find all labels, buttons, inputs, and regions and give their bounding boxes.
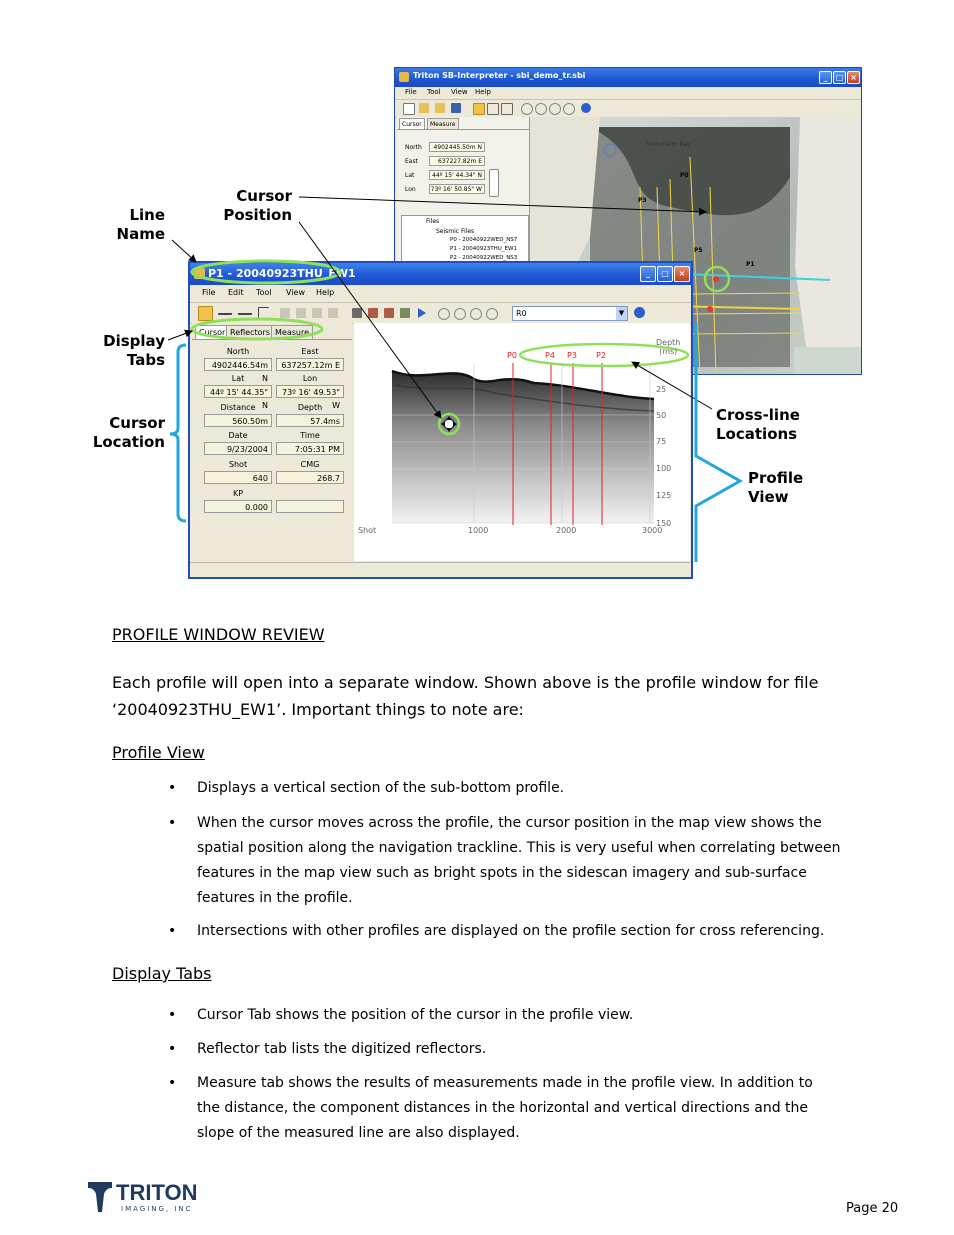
maximize-icon[interactable]: □	[657, 266, 673, 282]
close-icon[interactable]: ×	[847, 71, 860, 84]
kp-label: KP	[232, 489, 244, 498]
callout-line-name: Line Name	[116, 206, 165, 243]
kp-field: 0.000	[204, 500, 272, 513]
trident-icon	[86, 1180, 114, 1214]
map-window-title: Triton SB-Interpreter - sbi_demo_tr.sbi	[413, 71, 586, 80]
menu-file[interactable]: File	[405, 88, 417, 96]
tab-measure[interactable]: Measure	[427, 118, 459, 130]
lon-label: Lon	[405, 186, 416, 193]
shot-label: Shot	[228, 460, 248, 469]
tab-cursor[interactable]: Cursor	[399, 118, 425, 130]
minimize-icon[interactable]: _	[819, 71, 832, 84]
date-field: 9/23/2004	[204, 442, 272, 455]
logo-sub: IMAGING, INC	[121, 1205, 193, 1213]
lat-field: 44º 15' 44.35" N	[204, 385, 272, 398]
map-label-p1: P1	[746, 261, 755, 268]
lon-field: 73º 16' 50.85" W	[429, 184, 485, 194]
logo-word: TRITON	[116, 1180, 198, 1205]
menu-help[interactable]: Help	[475, 88, 491, 96]
depth-tick-150: 150	[656, 519, 672, 528]
lon-field: 73º 16' 49.53" W	[276, 385, 344, 398]
section-heading: PROFILE WINDOW REVIEW	[112, 625, 325, 644]
east-field: 637257.12m E	[276, 358, 344, 371]
depth-axis-label: Depth (ms)	[656, 338, 681, 356]
shot-tick-3000: 3000	[642, 526, 663, 535]
east-label: East	[301, 347, 319, 356]
depth-tick-25: 25	[656, 385, 667, 394]
menu-tool[interactable]: Tool	[256, 288, 272, 297]
tree-p0[interactable]: P0 - 20040922WED_NS7	[450, 237, 518, 243]
callout-display-tabs: Display Tabs	[103, 332, 165, 369]
lon-label: Lon	[302, 374, 318, 383]
depth-tick-100: 100	[656, 464, 672, 473]
north-label: North	[405, 144, 422, 151]
depth-field: 57.4ms	[276, 414, 344, 427]
menu-help[interactable]: Help	[316, 288, 335, 297]
callout-cursor-position: Cursor Position	[223, 187, 292, 224]
intro-line-1: Each profile will open into a separate window. Shown above is the profile window for file	[112, 673, 819, 692]
depth-label: Depth	[297, 403, 323, 412]
crossline-p0: P0	[507, 351, 517, 360]
cmg-label: CMG	[300, 460, 320, 469]
shot-field: 640	[204, 471, 272, 484]
tab-measure[interactable]: Measure	[271, 325, 313, 339]
shot-tick-2000: 2000	[556, 526, 577, 535]
profile-window-title: P1 - 20040923THU_EW1	[208, 267, 356, 280]
depth-tick-75: 75	[656, 437, 667, 446]
cmg-field: 268.7	[276, 471, 344, 484]
maximize-icon[interactable]: □	[833, 71, 846, 84]
reflector-select-value: R0	[516, 309, 527, 318]
map-label-town: Town Farm Bay	[646, 141, 691, 148]
map-label-p3: P3	[638, 197, 647, 204]
menu-tool[interactable]: Tool	[427, 88, 441, 96]
callout-cursor-location: Cursor Location	[92, 414, 165, 451]
depth-tick-125: 125	[656, 491, 672, 500]
lat-field: 44º 15' 44.34" N	[429, 170, 485, 180]
tree-files[interactable]: Files	[426, 218, 440, 225]
tree-seismic[interactable]: Seismic Files	[436, 228, 475, 235]
triton-logo	[86, 1180, 206, 1216]
north-field: 4902445.50m N	[429, 142, 485, 152]
time-label: Time	[300, 431, 320, 440]
close-icon[interactable]: ×	[674, 266, 690, 282]
lat-label: Lat	[231, 374, 245, 383]
tab-reflectors[interactable]: Reflectors	[226, 325, 274, 339]
north-label: North	[226, 347, 250, 356]
callout-crossline-locations: Cross-line Locations	[716, 406, 800, 443]
distance-label: Distance	[220, 403, 256, 412]
shot-axis-label: Shot	[358, 526, 377, 535]
tree-p1[interactable]: P1 - 20040923THU_EW1	[450, 246, 517, 252]
line-name-highlight	[192, 261, 340, 283]
tabs-highlight	[192, 319, 322, 339]
display-tabs-heading: Display Tabs	[112, 964, 212, 983]
menu-file[interactable]: File	[202, 288, 216, 297]
depth-tick-50: 50	[656, 411, 667, 420]
profile-view-heading: Profile View	[112, 743, 205, 762]
shot-tick-1000: 1000	[468, 526, 489, 535]
map-label-p0: P0	[680, 172, 689, 179]
map-label-p5: P5	[694, 247, 703, 254]
intro-line-2: ‘20040923THU_EW1’. Important things to note are:	[112, 700, 524, 719]
menu-view[interactable]: View	[451, 88, 468, 96]
crossline-p3: P3	[567, 351, 577, 360]
menu-edit[interactable]: Edit	[228, 288, 244, 297]
chevron-down-icon[interactable]: ▼	[616, 307, 627, 320]
date-label: Date	[228, 431, 248, 440]
cursor-location-bracket	[170, 345, 186, 521]
time-field: 7:05:31 PM	[276, 442, 344, 455]
crossline-p4: P4	[545, 351, 555, 360]
lat-label: Lat	[405, 172, 415, 179]
callout-profile-view: Profile View	[748, 469, 804, 506]
north-field: 4902446.54m N	[204, 358, 272, 371]
menu-view[interactable]: View	[286, 288, 305, 297]
tab-cursor[interactable]: Cursor	[195, 325, 229, 339]
page-number: Page 20	[846, 1201, 899, 1216]
distance-field: 560.50m	[204, 414, 272, 427]
east-field: 637227.82m E	[429, 156, 485, 166]
minimize-icon[interactable]: _	[640, 266, 656, 282]
east-label: East	[405, 158, 418, 165]
crossline-p2: P2	[596, 351, 606, 360]
tree-p2[interactable]: P2 - 20040922WED_NS3	[450, 255, 518, 261]
